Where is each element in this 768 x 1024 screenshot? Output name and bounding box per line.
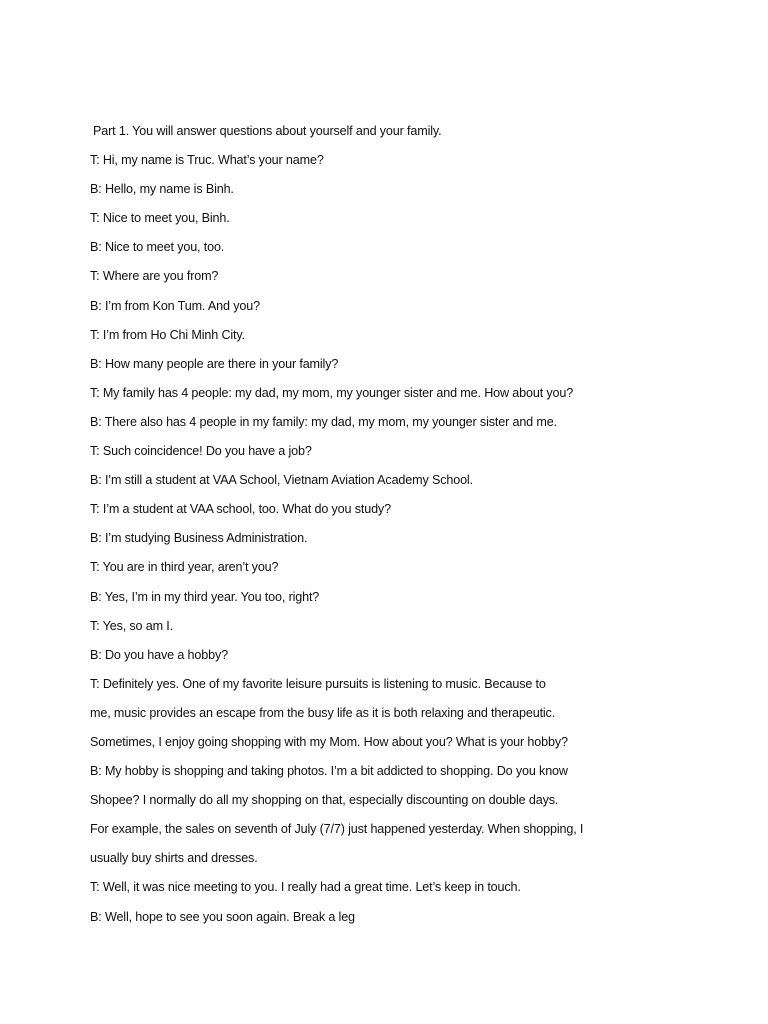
dialogue-line: Sometimes, I enjoy going shopping with my Mom. How about you? What is your hobby? [90,734,568,749]
dialogue-line: T: I’m a student at VAA school, too. What do you study? [90,502,391,517]
dialogue-line: T: I’m from Ho Chi Minh City. [90,327,245,342]
dialogue-line: B: I’m studying Business Administration. [90,531,308,546]
dialogue-line: B: Hello, my name is Binh. [90,182,234,197]
dialogue-line: Shopee? I normally do all my shopping on that, especially discounting on double days. [90,793,559,808]
dialogue-line: me, music provides an escape from the busy life as it is both relaxing and therapeutic. [90,705,556,720]
dialogue-line: T: You are in third year, aren’t you? [90,560,279,575]
dialogue-line: B: Nice to meet you, too. [90,240,225,255]
part-heading: Part 1. You will answer questions about yourself and your family. [93,124,442,138]
dialogue-line: B: How many people are there in your family? [90,356,339,371]
dialogue-line: B: I’m from Kon Tum. And you? [90,298,260,313]
dialogue-line: T: My family has 4 people: my dad, my mom, my younger sister and me. How about you? [90,385,574,400]
dialogue-line: T: Definitely yes. One of my favorite leisure pursuits is listening to music. Because to [90,676,546,691]
dialogue-line: T: Hi, my name is Truc. What’s your name? [90,153,324,168]
dialogue-line: B: Well, hope to see you soon again. Break a leg [90,909,355,924]
dialogue-line: T: Where are you from? [90,269,219,284]
dialogue-line: T: Yes, so am I. [90,618,174,633]
dialogue-line: T: Such coincidence! Do you have a job? [90,444,312,459]
dialogue-line: usually buy shirts and dresses. [90,851,258,866]
dialogue-line: B: There also has 4 people in my family: my dad, my mom, my younger sister and me. [90,414,557,429]
dialogue-text [90,121,750,936]
dialogue-line: T: Nice to meet you, Binh. [90,211,230,226]
dialogue-line: B: Yes, I’m in my third year. You too, right? [90,589,320,604]
dialogue-line: B: I’m still a student at VAA School, Vietnam Aviation Academy School. [90,473,473,488]
dialogue-line: B: My hobby is shopping and taking photos. I’m a bit addicted to shopping. Do you know [90,764,568,779]
dialogue-line: B: Do you have a hobby? [90,647,228,662]
dialogue-line: T: Well, it was nice meeting to you. I really had a great time. Let’s keep in touch. [90,880,521,895]
dialogue-line: For example, the sales on seventh of July (7/7) just happened yesterday. When shopping, I [90,822,584,837]
